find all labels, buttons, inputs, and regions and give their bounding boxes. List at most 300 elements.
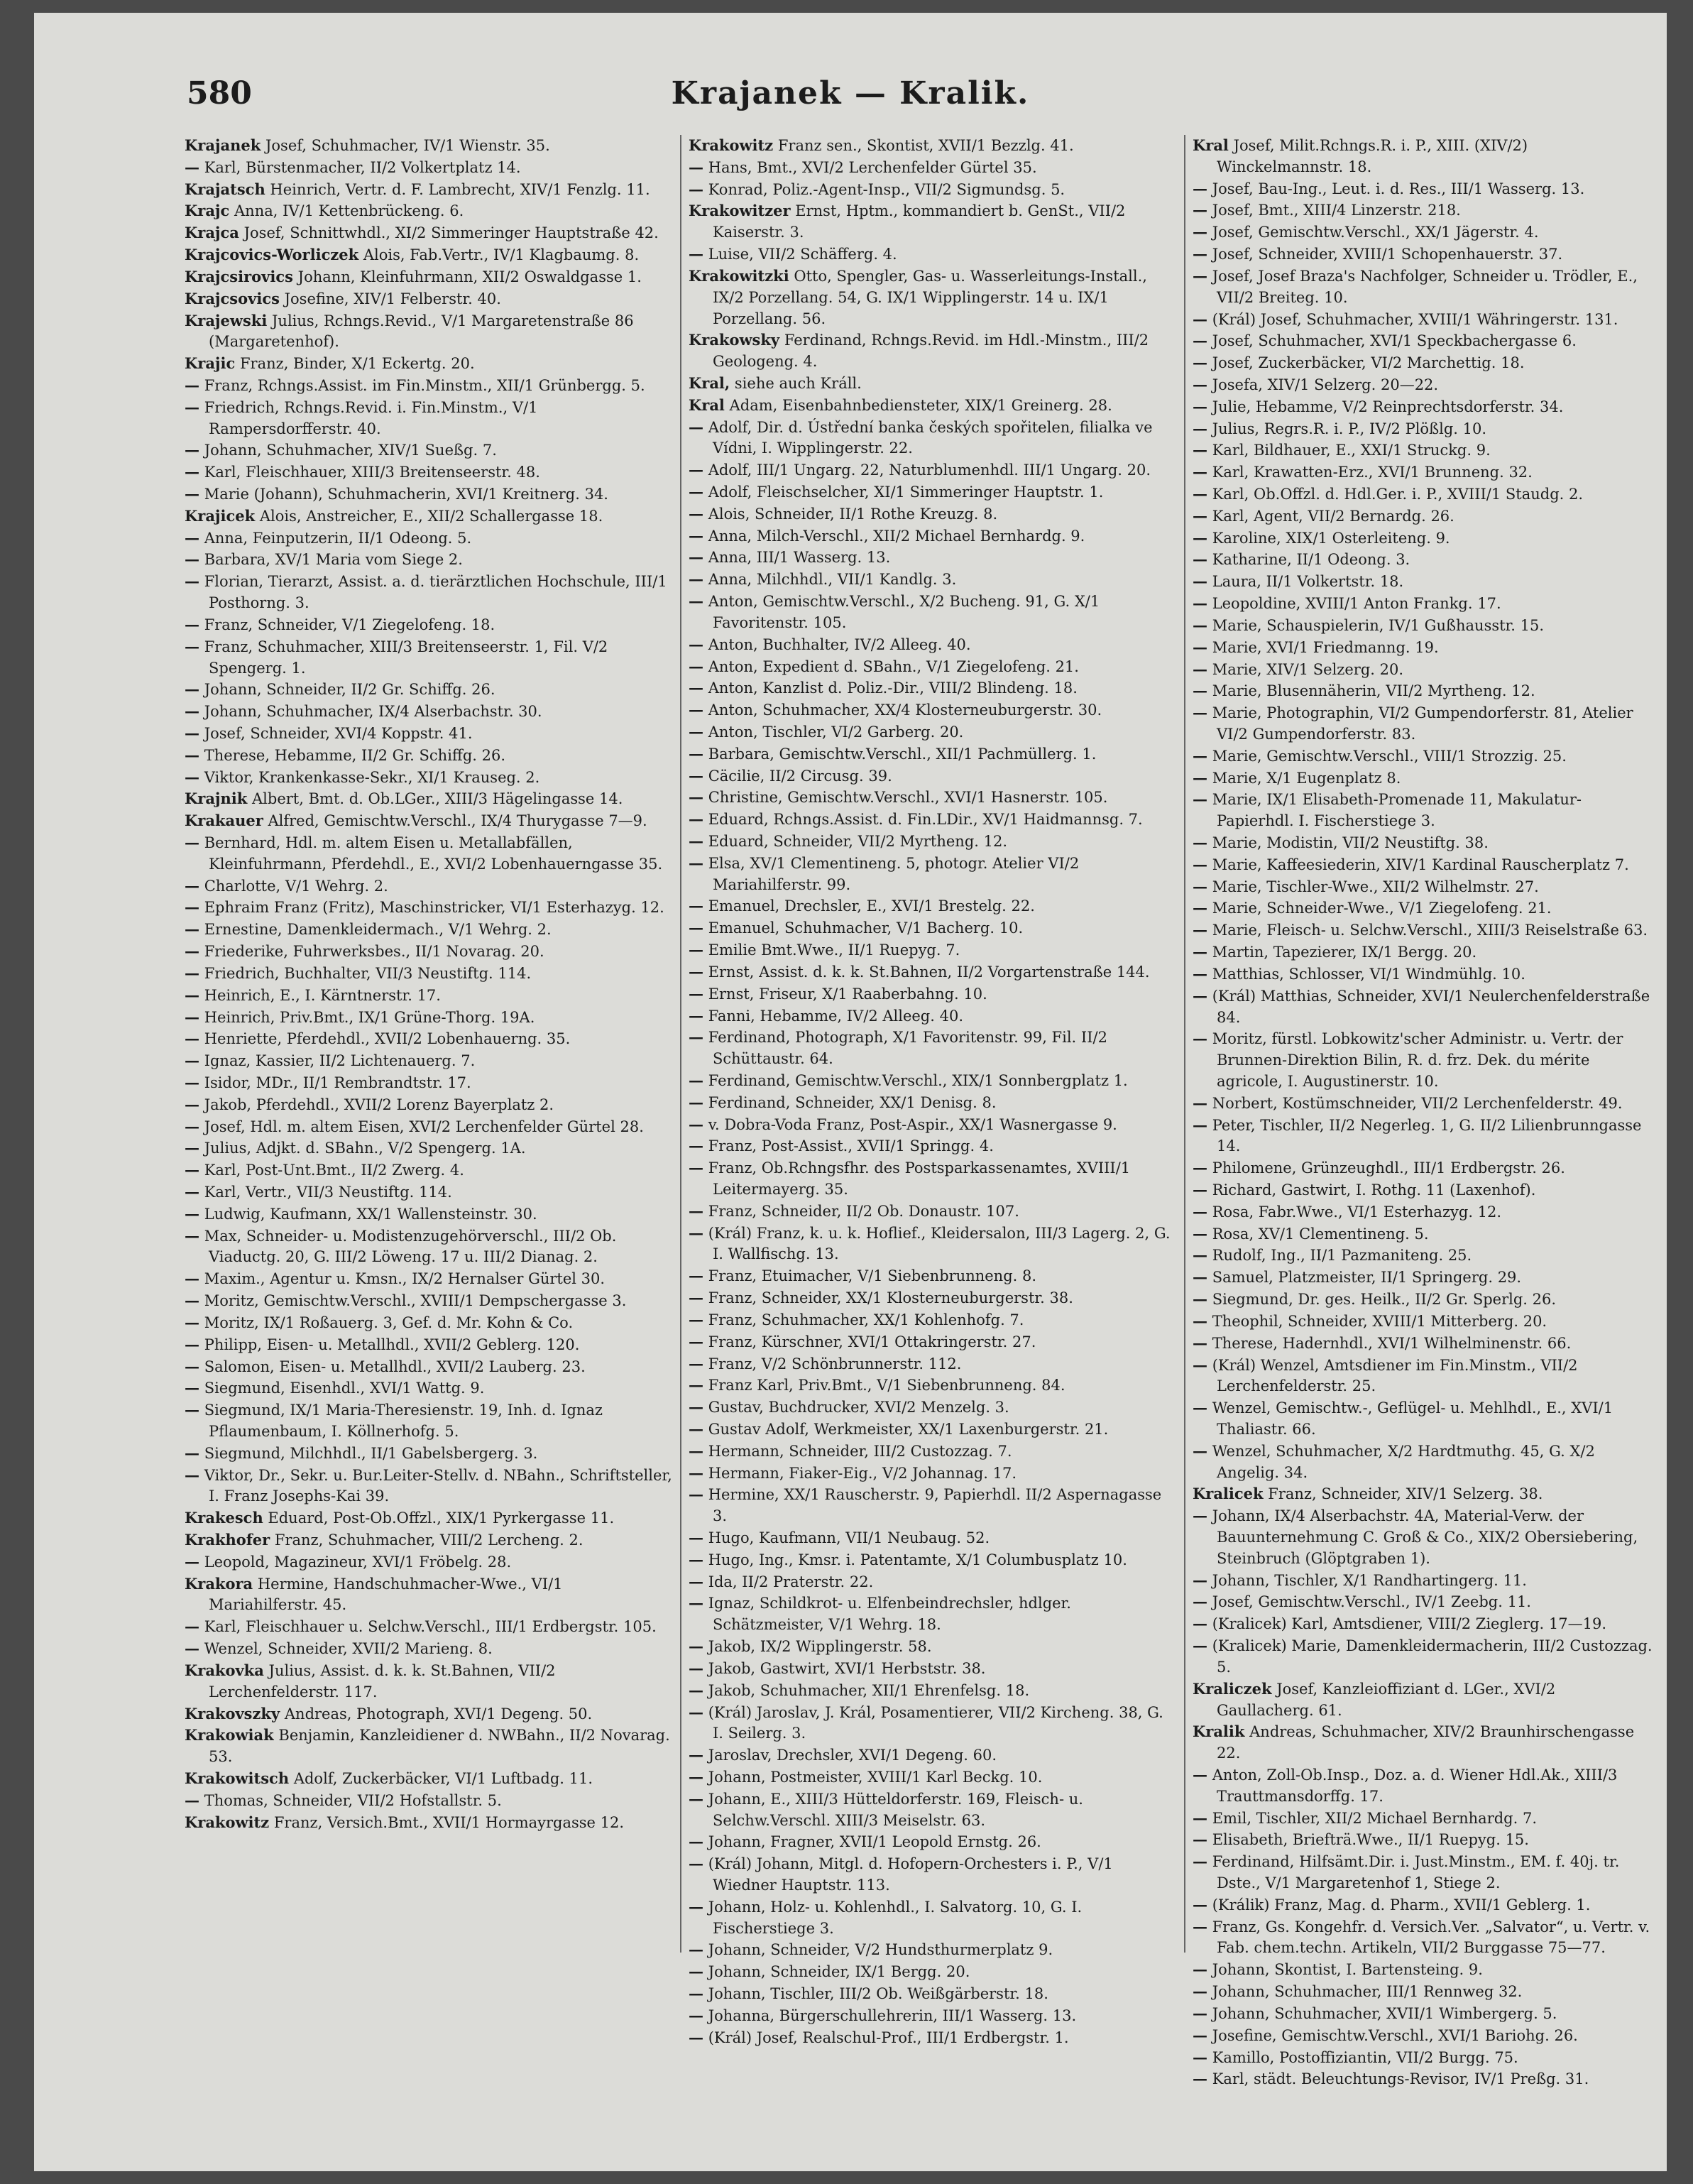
directory-entry — [689, 677, 1178, 699]
entry-surname: — — [689, 1398, 703, 1416]
directory-entry — [1193, 1201, 1654, 1223]
directory-entry — [1193, 593, 1654, 615]
entry-surname: — — [689, 1006, 703, 1025]
entry-text: Franz, Schneider, XX/1 Klosterneuburgerstr. 38. — [708, 1289, 1073, 1307]
entry-surname: Kral — [689, 395, 725, 414]
directory-entry — [1193, 528, 1654, 550]
entry-surname: — — [1193, 790, 1207, 809]
directory-entry — [1193, 266, 1654, 309]
entry-text: Heinrich, E., I. Kärntnerstr. 17. — [204, 986, 441, 1004]
directory-entry — [1193, 1678, 1654, 1722]
entry-text: Jakob, IX/2 Wipplingerstr. 58. — [708, 1638, 932, 1656]
entry-text: Kamillo, Postoffiziantin, VII/2 Burgg. 75. — [1212, 2048, 1518, 2066]
entry-surname: Krakesch — [185, 1509, 263, 1527]
entry-surname: — — [689, 2006, 703, 2024]
entry-text: Franz, Binder, X/1 Eckertg. 20. — [239, 355, 475, 373]
entry-text: Philomene, Grünzeughdl., III/1 Erdbergstr. 26. — [1212, 1159, 1565, 1177]
entry-surname: — — [185, 1401, 199, 1419]
entry-text: Leopold, Magazineur, XVI/1 Fröbelg. 28. — [204, 1553, 512, 1571]
entry-surname: — — [1193, 332, 1207, 350]
directory-entry — [185, 353, 674, 375]
entry-surname: — — [689, 853, 703, 872]
entry-surname: — — [689, 1354, 703, 1372]
directory-entry — [1193, 1570, 1654, 1592]
entry-surname: — — [1193, 2026, 1207, 2044]
entry-surname: — — [1193, 397, 1207, 415]
entry-text: Julius, Adjkt. d. SBahn., V/2 Spengerg. 1A. — [204, 1140, 526, 1157]
entry-surname: — — [185, 1139, 199, 1157]
directory-entry — [689, 157, 1178, 179]
directory-entry — [1193, 1505, 1654, 1569]
entry-surname: Krakowitsch — [185, 1769, 290, 1787]
entry-surname: — — [1193, 1852, 1207, 1871]
entry-text: Rosa, XV/1 Clementineng. 5. — [1212, 1225, 1429, 1243]
entry-surname: — — [689, 592, 703, 611]
entry-text: Josef, Hdl. m. altem Eisen, XVI/2 Lerchenfelder Gürtel 28. — [204, 1118, 644, 1135]
directory-entry — [185, 1443, 674, 1465]
entry-text: Franz, Schneider, V/1 Ziegelofeng. 18. — [204, 616, 495, 633]
entry-surname: — — [1193, 638, 1207, 656]
entry-surname: — — [1193, 1830, 1207, 1849]
entry-surname: — — [689, 810, 703, 829]
entry-text: Marie, Tischler-Wwe., XII/2 Wilhelmstr. 27. — [1212, 878, 1539, 895]
entry-text: Ida, II/2 Praterstr. 22. — [708, 1573, 874, 1590]
entry-surname: — — [689, 722, 703, 741]
directory-entry — [185, 875, 674, 897]
entry-text: Jaroslav, Drechsler, XVI/1 Degeng. 60. — [708, 1747, 997, 1764]
entry-text: Anna, IV/1 Kettenbrückeng. 6. — [234, 202, 464, 220]
directory-entry — [1193, 702, 1654, 746]
entry-surname: — — [185, 1443, 199, 1462]
entry-text: Karl, Fleischhauer u. Selchw.Verschl., III/1 Erdbergstr. 105. — [204, 1618, 657, 1636]
entry-text: Elisabeth, Briefträ.Wwe., II/1 Ruepyg. 15. — [1212, 1831, 1529, 1849]
directory-entry — [185, 1159, 674, 1181]
entry-text: Franz, Schuhmacher, VIII/2 Lercheng. 2. — [274, 1531, 583, 1549]
directory-entry — [689, 1939, 1178, 1961]
entry-text: Franz, Schneider, XIV/1 Selzerg. 38. — [1268, 1485, 1543, 1503]
entry-surname: — — [689, 1289, 703, 1307]
directory-entry — [1193, 1223, 1654, 1245]
directory-entry — [1193, 1397, 1654, 1441]
entry-text: Anton, Expedient d. SBahn., V/1 Ziegelofeng. 21. — [708, 657, 1079, 675]
entry-surname: — — [185, 158, 199, 176]
entry-surname: — — [1193, 441, 1207, 459]
entry-surname: Krakowsky — [689, 331, 780, 349]
directory-entry — [185, 1616, 674, 1638]
entry-text: Johann, IX/4 Alserbachstr. 4A, Material-Verw. der Bauunternehmung C. Groß & Co., XIX/2 Obersiebering, Steinbruch (Glöptgraben 1). — [1212, 1507, 1638, 1567]
directory-entry — [689, 1419, 1178, 1441]
entry-surname: — — [185, 1379, 199, 1397]
entry-text: Rudolf, Ing., II/1 Pazmaniteng. 25. — [1212, 1247, 1472, 1265]
entry-text: Franz, Ob.Rchngsfhr. des Postsparkassenamtes, XVIII/1 Leitermayerg. 35. — [708, 1159, 1131, 1198]
entry-surname: — — [689, 1310, 703, 1328]
entry-text: Julius, Regrs.R. i. P., IV/2 Plößlg. 10. — [1212, 420, 1487, 437]
entry-text: Andreas, Schuhmacher, XIV/2 Braunhirschengasse 22. — [1217, 1723, 1635, 1762]
directory-entry — [689, 743, 1178, 765]
entry-text: Gustav, Buchdrucker, XVI/2 Menzelg. 3. — [708, 1399, 1009, 1416]
directory-entry — [689, 1593, 1178, 1636]
directory-entry — [1193, 985, 1654, 1029]
directory-entry — [185, 941, 674, 963]
entry-text: Johann, Fragner, XVII/1 Leopold Ernstg. 26. — [708, 1833, 1041, 1851]
directory-entry — [185, 462, 674, 484]
directory-entry — [689, 1223, 1178, 1266]
directory-entry — [185, 788, 674, 810]
directory-entry — [689, 1961, 1178, 1983]
entry-surname: — — [1193, 1895, 1207, 1913]
entry-surname: — — [689, 919, 703, 937]
entry-text: Karoline, XIX/1 Osterleiteng. 9. — [1212, 529, 1450, 547]
entry-text: Hugo, Kaufmann, VII/1 Neubaug. 52. — [708, 1529, 990, 1546]
entry-text: (Král) Matthias, Schneider, XVI/1 Neulerchenfelderstraße 84. — [1212, 987, 1650, 1026]
entry-text: Josef, Zuckerbäcker, VI/2 Marchettig. 18. — [1212, 354, 1525, 372]
entry-surname: — — [185, 528, 199, 547]
directory-entry — [185, 1573, 674, 1617]
entry-text: Josef, Bmt., XIII/4 Linzerstr. 218. — [1212, 202, 1461, 219]
directory-entry — [185, 439, 674, 462]
directory-entry — [185, 701, 674, 723]
directory-entry — [1193, 330, 1654, 352]
entry-surname: Krajcovics-Worliczek — [185, 246, 359, 264]
entry-text: Therese, Hebamme, II/2 Gr. Schiffg. 26. — [204, 746, 506, 764]
directory-entry — [689, 481, 1178, 503]
entry-surname: — — [1193, 354, 1207, 372]
entry-text: Karl, Post-Unt.Bmt., II/2 Zwerg. 4. — [204, 1162, 464, 1179]
entry-surname: Krajatsch — [185, 180, 265, 198]
entry-text: Anna, Feinputzerin, II/1 Odeong. 5. — [204, 529, 472, 547]
directory-entry — [1193, 680, 1654, 702]
entry-text: Max, Schneider- u. Modistenzugehörverschl., III/2 Ob. Viaductg. 20, G. III/2 Löweng. 17 u. III/2 Dianag. 2. — [204, 1227, 617, 1266]
directory-entry — [689, 2027, 1178, 2049]
entry-text: Johann, Tischler, X/1 Randhartingerg. 11. — [1212, 1571, 1527, 1589]
entry-surname: — — [689, 417, 703, 436]
directory-entry — [1193, 439, 1654, 462]
entry-text: Ernst, Hptm., kommandiert b. GenSt., VII/2 Kaiserstr. 3. — [713, 202, 1126, 241]
entry-text: Marie, Kaffeesiederin, XIV/1 Kardinal Rauscherplatz 7. — [1212, 856, 1629, 873]
entry-surname: — — [689, 526, 703, 545]
directory-entry — [689, 1397, 1178, 1419]
entry-surname: Kralik — [1193, 1722, 1245, 1741]
directory-entry — [689, 917, 1178, 939]
entry-text: Heinrich, Vertr. d. F. Lambrecht, XIV/1 Fenzlg. 11. — [270, 180, 650, 198]
directory-entry — [1193, 1115, 1654, 1158]
entry-text: Franz, Rchngs.Assist. im Fin.Minstm., XII/1 Grünbergg. 5. — [204, 376, 645, 394]
entry-surname: — — [689, 962, 703, 981]
entry-text: Eduard, Schneider, VII/2 Myrtheng. 12. — [708, 833, 1008, 850]
entry-surname: — — [1193, 506, 1207, 525]
directory-entry — [185, 1790, 674, 1812]
entry-text: Theophil, Schneider, XVIII/1 Mitterberg. 20. — [1212, 1312, 1547, 1330]
entry-text: Johann, Holz- u. Kohlenhdl., I. Salvatorg. 10, G. I. Fischerstiege 3. — [708, 1898, 1083, 1937]
entry-text: Karl, Fleischhauer, XIII/3 Breitenseerstr. 48. — [204, 464, 540, 481]
entry-text: Laura, II/1 Volkertstr. 18. — [1212, 573, 1404, 591]
entry-surname: — — [185, 1052, 199, 1070]
directory-entry — [689, 853, 1178, 896]
entry-surname: Krakowitzer — [689, 202, 791, 220]
directory-entry — [689, 329, 1178, 373]
directory-entry — [1193, 2025, 1654, 2047]
entry-text: Wenzel, Schneider, XVII/2 Marieng. 8. — [204, 1640, 493, 1658]
entry-surname: — — [185, 1791, 199, 1809]
entry-text: Franz, Kürschner, XVI/1 Ottakringerstr. 27. — [708, 1333, 1036, 1350]
entry-surname: — — [1193, 834, 1207, 851]
entry-surname: — — [689, 1485, 703, 1504]
directory-entry — [185, 810, 674, 832]
directory-entry — [1193, 854, 1654, 876]
entry-surname: Krajc — [185, 202, 230, 220]
directory-entry — [1193, 1981, 1654, 2003]
entry-text: Karl, Bürstenmacher, II/2 Volkertplatz 14. — [204, 158, 521, 176]
directory-entry — [185, 1050, 674, 1072]
entry-surname: — — [1193, 1268, 1207, 1287]
entry-surname: — — [185, 1204, 199, 1223]
entry-surname: — — [689, 1115, 703, 1133]
entry-surname: — — [1193, 1917, 1207, 1935]
entry-text: Franz sen., Skontist, XVII/1 Bezzlg. 41. — [777, 137, 1074, 154]
directory-entry — [689, 1983, 1178, 2005]
entry-surname: — — [689, 1332, 703, 1350]
directory-entry — [1193, 1764, 1654, 1808]
entry-text: Friedrich, Buchhalter, VII/3 Neustiftg. 114. — [204, 964, 532, 982]
entry-text: Marie, IX/1 Elisabeth-Promenade 11, Makulatur-Papierhdl. I. Fischerstiege 3. — [1212, 791, 1582, 830]
entry-text: Friederike, Fuhrwerksbes., II/1 Novarag. 20. — [204, 943, 544, 961]
entry-text: Karl, städt. Beleuchtungs-Revisor, IV/1 Preßg. 31. — [1212, 2070, 1589, 2088]
directory-entry — [185, 1529, 674, 1551]
entry-surname: — — [1193, 1441, 1207, 1460]
directory-entry — [689, 417, 1178, 460]
entry-surname: Krakhofer — [185, 1531, 270, 1549]
entry-text: Anna, Milch-Verschl., XII/2 Michael Bernhardg. 9. — [708, 527, 1085, 545]
entry-text: Josef, Gemischtw.Verschl., XX/1 Jägerstr. 4. — [1212, 224, 1539, 241]
entry-text: Josef, Bau-Ing., Leut. i. d. Res., III/1 Wasserg. 13. — [1212, 180, 1585, 197]
directory-entry — [185, 179, 674, 201]
entry-surname: — — [1193, 1507, 1207, 1525]
entry-surname: Krajanek — [185, 136, 261, 154]
directory-entry — [185, 1507, 674, 1529]
entry-surname: — — [689, 1940, 703, 1959]
entry-text: Konrad, Poliz.-Agent-Insp., VII/2 Sigmundsg. 5. — [708, 180, 1065, 198]
entry-surname: — — [689, 504, 703, 523]
entry-text: Johann, Schuhmacher, XVII/1 Wimbergerg. 5. — [1212, 2004, 1557, 2022]
directory-entry — [185, 200, 674, 222]
directory-entry — [689, 547, 1178, 569]
entry-surname: — — [185, 1226, 199, 1245]
entry-text: Franz, Gs. Kongehfr. d. Versich.Ver. „Salvator“, u. Vertr. v. Fab. chem.techn. Artikeln, VII/2 Burggasse 75—77. — [1212, 1918, 1650, 1957]
directory-entry — [1193, 1591, 1654, 1613]
entry-text: Gustav Adolf, Werkmeister, XX/1 Laxenburgerstr. 21. — [708, 1420, 1109, 1438]
entry-surname: — — [185, 942, 199, 961]
running-head: Krajanek — Kralik. — [671, 75, 1030, 111]
directory-entry — [1193, 1289, 1654, 1311]
directory-entry — [185, 549, 674, 571]
entry-text: Friedrich, Rchngs.Revid. i. Fin.Minstm., V/1 Rampersdorfferstr. 40. — [204, 398, 538, 437]
entry-text: Franz, Etuimacher, V/1 Siebenbrunneng. 8. — [708, 1267, 1037, 1285]
directory-entry — [185, 1028, 674, 1050]
entry-surname: — — [185, 834, 199, 851]
directory-entry — [689, 1375, 1178, 1397]
entry-text: Andreas, Photograph, XVI/1 Degeng. 50. — [284, 1705, 593, 1722]
directory-entry — [185, 288, 674, 310]
directory-entry — [689, 1789, 1178, 1832]
entry-surname: — — [689, 1897, 703, 1916]
entry-surname: — — [1193, 266, 1207, 285]
entry-surname: — — [1193, 1982, 1207, 2001]
entry-surname: — — [1193, 1202, 1207, 1221]
entry-surname: — — [689, 984, 703, 1003]
entry-surname: — — [185, 876, 199, 895]
directory-entry — [1193, 549, 1654, 571]
directory-entry — [1193, 1441, 1654, 1484]
entry-text: Josefa, XIV/1 Selzerg. 20—22. — [1212, 376, 1439, 393]
entry-text: Ignaz, Kassier, II/2 Lichtenauerg. 7. — [204, 1052, 476, 1070]
directory-entry — [185, 767, 674, 789]
directory-entry — [1193, 1829, 1654, 1851]
entry-text: Johann, Schuhmacher, III/1 Rennweg 32. — [1212, 1983, 1523, 2001]
entry-text: Ferdinand, Hilfsämt.Dir. i. Just.Minstm., EM. f. 40j. tr. Dste., V/1 Margaretenhof 1, Stiege 2. — [1212, 1853, 1620, 1891]
entry-surname: — — [1193, 704, 1207, 722]
entry-surname: — — [1193, 2004, 1207, 2022]
entry-surname: Krakora — [185, 1574, 253, 1593]
entry-surname: — — [689, 1681, 703, 1699]
entry-surname: — — [1193, 986, 1207, 1005]
entry-text: Johann, Schneider, IX/1 Bergg. 20. — [708, 1963, 970, 1981]
directory-entry — [185, 832, 674, 875]
entry-surname: — — [185, 963, 199, 982]
directory-entry — [689, 244, 1178, 266]
directory-entry — [185, 310, 674, 354]
entry-text: Marie, Modistin, VII/2 Neustiftg. 38. — [1212, 834, 1489, 851]
directory-entry — [185, 244, 674, 266]
column-divider — [1184, 135, 1185, 1953]
entry-text: Johann, Schneider, II/2 Gr. Schiffg. 26. — [204, 681, 495, 699]
entry-text: Marie, Gemischtw.Verschl., VIII/1 Strozzig. 25. — [1212, 747, 1567, 765]
entry-text: Thomas, Schneider, VII/2 Hofstallstr. 5. — [204, 1791, 502, 1809]
directory-entry — [185, 636, 674, 679]
entry-surname: — — [1193, 616, 1207, 634]
directory-entry — [689, 1265, 1178, 1287]
entry-surname: — — [1193, 1290, 1207, 1309]
entry-text: Johann, Postmeister, XVIII/1 Karl Beckg. 10. — [708, 1768, 1043, 1786]
entry-surname: — — [689, 1463, 703, 1482]
directory-entry — [689, 179, 1178, 201]
directory-entry — [1193, 963, 1654, 985]
entry-text: Moritz, IX/1 Roßauerg. 3, Gef. d. Mr. Kohn & Co. — [204, 1314, 574, 1331]
directory-entry — [1193, 659, 1654, 681]
entry-surname: — — [1193, 528, 1207, 547]
entry-text: (Král) Johann, Mitgl. d. Hofopern-Orchesters i. P., V/1 Wiedner Hauptstr. 113. — [708, 1855, 1113, 1894]
entry-surname: — — [1193, 310, 1207, 328]
directory-entry — [689, 787, 1178, 809]
entry-text: Josef, Milit.Rchngs.R. i. P., XIII. (XIV/2) Winckelmannstr. 18. — [1217, 137, 1528, 175]
entry-surname: — — [185, 637, 199, 655]
directory-entry — [689, 961, 1178, 983]
entry-surname: — — [185, 1270, 199, 1288]
entry-text: Karl, Bildhauer, E., XXI/1 Struckg. 9. — [1212, 442, 1491, 459]
entry-surname: — — [689, 1529, 703, 1546]
directory-entry — [689, 1767, 1178, 1789]
entry-surname: — — [1193, 223, 1207, 241]
entry-text: Viktor, Krankenkasse-Sekr., XI/1 Krauseg. 2. — [204, 768, 540, 786]
entry-surname: — — [689, 832, 703, 850]
entry-text: Johann, Schuhmacher, XIV/1 Sueßg. 7. — [204, 442, 497, 459]
directory-entry — [1193, 789, 1654, 832]
entry-text: Christine, Gemischtw.Verschl., XVI/1 Hasnerstr. 105. — [708, 789, 1108, 807]
directory-entry — [185, 1290, 674, 1312]
entry-text: Ernst, Friseur, X/1 Raaberbahng. 10. — [708, 985, 987, 1003]
entry-surname: — — [1193, 1093, 1207, 1112]
directory-entry — [185, 1465, 674, 1508]
entry-text: Heinrich, Priv.Bmt., IX/1 Grüne-Thorg. 19A. — [204, 1008, 535, 1026]
entry-text: Wenzel, Gemischtw.-, Geflügel- u. Mehlhdl., E., XVI/1 Thaliastr. 66. — [1212, 1399, 1613, 1438]
entry-surname: — — [185, 768, 199, 786]
entry-surname: — — [185, 1357, 199, 1375]
entry-surname: Krakowiak — [185, 1726, 274, 1745]
directory-entry — [689, 1309, 1178, 1331]
directory-entry — [185, 1094, 674, 1116]
entry-surname: — — [185, 680, 199, 699]
directory-entry — [185, 1268, 674, 1290]
entry-surname: — — [689, 941, 703, 959]
entry-surname: — — [689, 635, 703, 653]
entry-text: Barbara, Gemischtw.Verschl., XII/1 Pachmüllerg. 1. — [708, 745, 1097, 763]
directory-entry — [689, 1658, 1178, 1680]
entry-surname: — — [689, 1962, 703, 1981]
directory-entry — [689, 1092, 1178, 1114]
entry-surname: — — [1193, 1355, 1207, 1374]
entry-text: Moritz, Gemischtw.Verschl., XVIII/1 Dempschergasse 3. — [204, 1292, 627, 1310]
directory-entry — [1193, 1808, 1654, 1830]
directory-entry — [689, 1027, 1178, 1070]
entry-text: Emanuel, Schuhmacher, V/1 Bacherg. 10. — [708, 919, 1024, 937]
entry-surname: — — [1193, 1115, 1207, 1134]
directory-entry — [689, 1549, 1178, 1571]
entry-surname: — — [185, 1552, 199, 1571]
entry-surname: Krajicek — [185, 506, 256, 525]
directory-entry — [1193, 309, 1654, 331]
directory-entry — [1193, 2003, 1654, 2025]
entry-surname: — — [185, 398, 199, 416]
entry-text: Maxim., Agentur u. Kmsn., IX/2 Hernalser Gürtel 30. — [204, 1270, 606, 1288]
entry-surname: — — [185, 615, 199, 633]
entry-surname: — — [689, 1223, 703, 1242]
entry-text: Richard, Gastwirt, I. Rothg. 11 (Laxenhof). — [1212, 1181, 1536, 1199]
entry-surname: — — [1193, 245, 1207, 263]
directory-entry — [1193, 178, 1654, 200]
entry-surname: — — [689, 1376, 703, 1394]
entry-text: Emil, Tischler, XII/2 Michael Bernhardg. 7. — [1212, 1809, 1538, 1827]
entry-surname: — — [689, 180, 703, 198]
directory-entry — [689, 591, 1178, 634]
entry-surname: — — [1193, 179, 1207, 197]
directory-entry — [1193, 897, 1654, 919]
entry-text: Siegmund, Dr. ges. Heilk., II/2 Gr. Sperlg. 26. — [1212, 1291, 1557, 1309]
entry-text: Julie, Hebamme, V/2 Reinprechtsdorferstr. 34. — [1212, 398, 1564, 415]
directory-entry — [1193, 396, 1654, 418]
entry-surname: — — [1193, 1615, 1207, 1633]
directory-entry — [1193, 1894, 1654, 1916]
directory-entry — [1193, 2047, 1654, 2069]
entry-text: Franz Karl, Priv.Bmt., V/1 Siebenbrunneng. 84. — [708, 1377, 1065, 1394]
entry-surname: — — [185, 746, 199, 764]
entry-surname: — — [185, 1313, 199, 1331]
entry-surname: — — [185, 1161, 199, 1179]
entry-surname: — — [689, 701, 703, 719]
directory-entry — [1193, 1635, 1654, 1678]
entry-text: Karl, Vertr., VII/3 Neustiftg. 114. — [204, 1184, 452, 1201]
entry-surname: — — [689, 1746, 703, 1764]
directory-entry — [689, 525, 1178, 547]
entry-surname: — — [689, 570, 703, 589]
